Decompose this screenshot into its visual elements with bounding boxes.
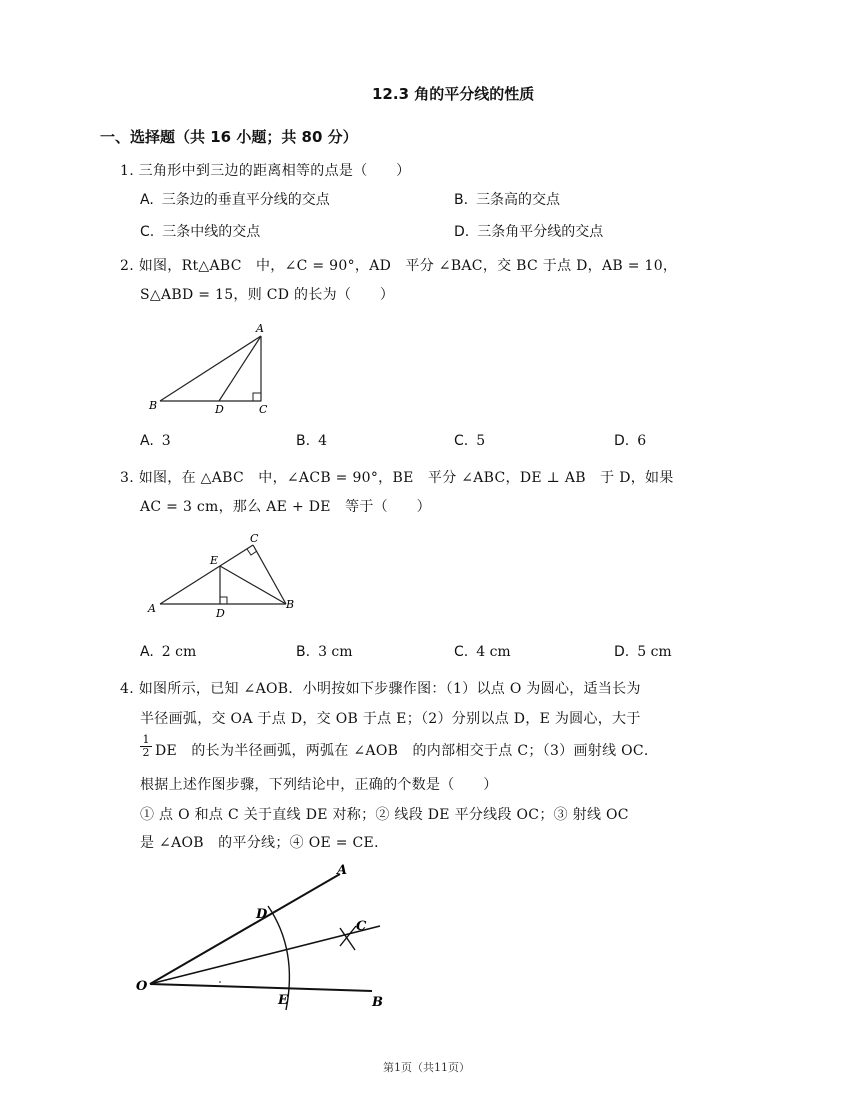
q2-triangle-figure bbox=[140, 318, 280, 418]
page-title: 12.3 角的平分线的性质 bbox=[372, 85, 535, 103]
option-text: 2 cm bbox=[161, 644, 197, 660]
label-d: D bbox=[256, 907, 268, 922]
question-4-stem-line-6: 是 ∠AOB 的平分线；④ OE = CE． bbox=[140, 835, 389, 851]
q2-option-a[interactable] bbox=[140, 433, 171, 449]
segment-ac bbox=[160, 545, 253, 604]
ray-ob bbox=[150, 984, 372, 991]
q1-option-d[interactable] bbox=[454, 221, 603, 241]
ray-oc bbox=[150, 926, 380, 984]
option-text: 3 bbox=[161, 433, 171, 449]
option-text: 6 bbox=[637, 433, 647, 449]
question-4-stem-line-2: 半径画弧，交 OA 于点 D，交 OB 于点 E；（2）分别以点 D，E 为圆心，大于 bbox=[140, 711, 641, 727]
section-heading: 一、选择题（共 16 小题；共 80 分） bbox=[100, 128, 358, 146]
segment-ab bbox=[160, 336, 261, 401]
fraction-numerator: 1 bbox=[142, 733, 150, 746]
question-4-stem-line-3: DE 的长为半径画弧，两弧在 ∠AOB 的内部相交于点 C；（3）画射线 OC． bbox=[155, 743, 659, 759]
q1-option-c[interactable] bbox=[140, 221, 260, 241]
q3-option-a[interactable] bbox=[140, 644, 196, 660]
label-a: A bbox=[148, 602, 156, 615]
option-label: B. bbox=[296, 433, 311, 449]
label-c: C bbox=[250, 532, 259, 545]
q3-triangle-figure bbox=[140, 528, 310, 623]
right-angle-mark-d bbox=[220, 597, 227, 604]
option-text: 5 cm bbox=[637, 644, 672, 660]
q3-option-d[interactable] bbox=[614, 644, 672, 660]
q2-option-d[interactable] bbox=[614, 433, 646, 449]
option-label: C. bbox=[140, 224, 155, 240]
option-text: 5 bbox=[476, 433, 486, 449]
q4-angle-bisector-figure bbox=[130, 858, 400, 1018]
option-text: 三条高的交点 bbox=[476, 192, 561, 208]
label-b: B bbox=[372, 995, 383, 1010]
option-text: 3 cm bbox=[318, 644, 353, 660]
option-text: 三条边的垂直平分线的交点 bbox=[161, 192, 330, 208]
q2-option-b[interactable] bbox=[296, 433, 327, 449]
question-2-stem-line-1: 2. 如图，Rt△ABC 中，∠C = 90°，AD 平分 ∠BAC，交 BC 于点 D，AB = 10， bbox=[120, 258, 678, 274]
option-label: B. bbox=[454, 192, 469, 208]
q2-option-c[interactable] bbox=[454, 433, 485, 449]
option-text: 4 bbox=[318, 433, 327, 449]
page-footer: 第1页（共11页） bbox=[383, 1061, 470, 1074]
option-label: A. bbox=[140, 192, 154, 208]
option-text: 三条中线的交点 bbox=[162, 224, 261, 240]
q1-option-a[interactable] bbox=[140, 189, 330, 209]
option-label: C. bbox=[454, 433, 469, 449]
option-label: A. bbox=[140, 433, 154, 449]
dot-mark bbox=[219, 981, 221, 983]
label-e: E bbox=[210, 554, 219, 567]
label-a: A bbox=[256, 322, 264, 335]
label-o: O bbox=[136, 979, 148, 994]
question-3-stem-line-2: AC = 3 cm，那么 AE + DE 等于（ ） bbox=[140, 499, 431, 515]
label-d: D bbox=[216, 607, 225, 620]
ray-oa bbox=[150, 874, 340, 984]
label-c: C bbox=[259, 403, 268, 416]
option-label: B. bbox=[296, 644, 311, 660]
question-4-stem-line-4: 根据上述作图步骤，下列结论中，正确的个数是（ ） bbox=[140, 777, 498, 793]
option-text: 4 cm bbox=[476, 644, 511, 660]
label-b: B bbox=[149, 399, 158, 412]
option-text: 三条角平分线的交点 bbox=[477, 224, 604, 240]
option-label: D. bbox=[614, 644, 630, 660]
option-label: D. bbox=[454, 224, 470, 240]
q3-option-b[interactable] bbox=[296, 644, 353, 660]
label-d: D bbox=[215, 403, 224, 416]
label-a: A bbox=[337, 863, 348, 878]
label-c: C bbox=[356, 919, 367, 934]
segment-ad bbox=[219, 336, 261, 401]
intersect-arc-1 bbox=[340, 928, 355, 950]
q1-option-b[interactable] bbox=[454, 189, 560, 209]
question-3-stem-line-1: 3. 如图，在 △ABC 中，∠ACB = 90°，BE 平分 ∠ABC，DE ⊥ AB 于 D，如果 bbox=[120, 470, 674, 486]
label-e: E bbox=[278, 993, 288, 1008]
label-b: B bbox=[286, 598, 295, 611]
right-angle-mark bbox=[253, 393, 261, 401]
fraction-one-half bbox=[140, 734, 152, 759]
question-2-stem-line-2: S△ABD = 15，则 CD 的长为（ ） bbox=[140, 287, 395, 303]
fraction-denominator: 2 bbox=[140, 746, 152, 759]
segment-eb bbox=[220, 566, 286, 604]
option-label: C. bbox=[454, 644, 469, 660]
question-1-stem: 1. 三角形中到三边的距离相等的点是（ ） bbox=[120, 163, 411, 179]
option-label: D. bbox=[614, 433, 630, 449]
option-label: A. bbox=[140, 644, 154, 660]
question-4-stem-line-5: ① 点 O 和点 C 关于直线 DE 对称；② 线段 DE 平分线段 OC；③ 射线 OC bbox=[140, 807, 629, 823]
question-4-stem-line-1: 4. 如图所示，已知 ∠AOB．小明按如下步骤作图：（1）以点 O 为圆心，适当长为 bbox=[120, 681, 641, 697]
q3-option-c[interactable] bbox=[454, 644, 511, 660]
